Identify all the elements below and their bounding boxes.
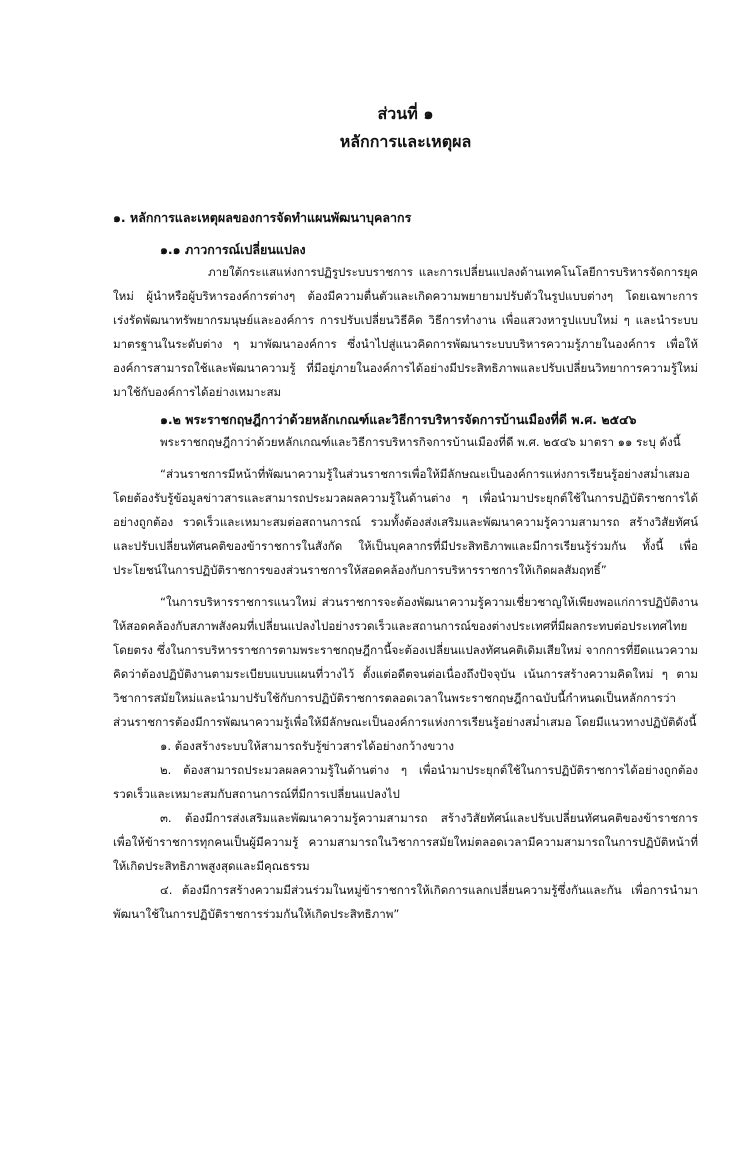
paragraph-decree-intro: พระราชกฤษฎีกาว่าด้วยหลักเกณฑ์และวิธีการบริหารกิจการบ้านเมืองที่ดี พ.ศ. ๒๕๔๖ มาตรา ๑๑ ระบุ ดังนี้: [160, 435, 681, 449]
subsection-heading-1-2: ๑.๒ พระราชกฤษฎีกาว่าด้วยหลักเกณฑ์และวิธีการบริหารจัดการบ้านเมืองที่ดี พ.ศ. ๒๕๔๖: [160, 412, 637, 427]
quote-paragraph-2: “ในการบริหารราชการแนวใหม่ ส่วนราชการจะต้องพัฒนาความรู้ความเชี่ยวชาญให้เพียงพอแก่การปฏิบัติงาน ให้สอดคล้องกับสภาพสังคมที่เปลี่ยนแปลงไปอย่างรวดเร็วและสถานการณ์ของต่างประเทศที่มีผลกระทบต่อประเทศไทยโดยตรง ซึ่งในการบริหารราชการตามพระราชกฤษฎีกานี้จะต้องเปลี่ยนแปลงทัศนคติเดิมเสียใหม่ จากการที่ยึดแนวความคิดว่าต้องปฏิบัติงานตามระเบียบแบบแผนที่วางไว้ ตั้งแต่อดีตจนต่อเนื่องถึงปัจจุบัน เน้นการสร้างความคิดใหม่ ๆ ตามวิชาการสมัยใหม่และนำมาปรับใช้กับการปฏิบัติราชการตลอดเวลาในพระราชกฤษฎีกาฉบับนี้กำหนดเป็นหลักการว่า ส่วนราชการต้องมีการพัฒนาความรู้เพื่อให้มีลักษณะเป็นองค์การแห่งการเรียนรู้อย่างสม่ำเสมอ โดยมีแนวทางปฏิบัติดังนี้: [113, 595, 698, 729]
page-title: หลักการและเหตุผล: [339, 132, 472, 151]
section-heading: ๑. หลักการและเหตุผลของการจัดทำแผนพัฒนาบุคลากร: [113, 210, 412, 225]
quote-paragraph-1: “ส่วนราชการมีหน้าที่พัฒนาความรู้ในส่วนราชการเพื่อให้มีลักษณะเป็นองค์การแห่งการเรียนรู้อย่างสม่ำเสมอ โดยต้องรับรู้ข้อมูลข่าวสารและสามารถประมวลผลความรู้ในด้านต่าง ๆ เพื่อนำมาประยุกต์ใช้ในการปฏิบัติราชการได้อย่างถูกต้อง รวดเร็วและเหมาะสมต่อสถานการณ์ รวมทั้งต้องส่งเสริมและพัฒนาความรู้ความสามารถ สร้างวิสัยทัศน์และปรับเปลี่ยนทัศนคติของข้าราชการในสังกัด ให้เป็นบุคลากรที่มีประสิทธิภาพและมีการเรียนรู้ร่วมกัน ทั้งนี้ เพื่อประโยชน์ในการปฏิบัติราชการของส่วนราชการให้สอดคล้องกับการบริหารราชการให้เกิดผลสัมฤทธิ์”: [113, 467, 698, 577]
list-item: ๓. ต้องมีการส่งเสริมและพัฒนาความรู้ความสามารถ สร้างวิสัยทัศน์และปรับเปลี่ยนทัศนคติของข้าราชการ เพื่อให้ข้าราชการทุกคนเป็นผู้มีความรู้ ความสามารถในวิชาการสมัยใหม่ตลอดเวลามีความสามารถในการปฏิบัติหน้าที่ให้เกิดประสิทธิภาพสูงสุดและมีคุณธรรม: [113, 811, 698, 873]
part-number: ส่วนที่ ๑: [377, 104, 434, 123]
list-item: ๑. ต้องสร้างระบบให้สามารถรับรู้ข่าวสารได้อย่างกว้างขวาง: [160, 739, 454, 753]
list-item: ๒. ต้องสามารถประมวลผลความรู้ในด้านต่าง ๆ เพื่อนำมาประยุกต์ใช้ในการปฏิบัติราชการได้อย่างถูกต้อง รวดเร็วและเหมาะสมกับสถานการณ์ที่มีการเปลี่ยนแปลงไป: [113, 763, 698, 801]
document-page: [0, 100, 750, 1160]
subsection-heading-1-1: ๑.๑ ภาวการณ์เปลี่ยนแปลง: [160, 242, 306, 257]
title-block: [113, 100, 698, 156]
list-item: ๔. ต้องมีการสร้างความมีส่วนร่วมในหมู่ข้าราชการให้เกิดการแลกเปลี่ยนความรู้ซึ่งกันและกัน เพื่อการนำมาพัฒนาใช้ในการปฏิบัติราชการร่วมกันให้เกิดประสิทธิภาพ”: [113, 883, 698, 921]
paragraph-change: ภายใต้กระแสแห่งการปฏิรูประบบราชการ และการเปลี่ยนแปลงด้านเทคโนโลยีการบริหารจัดการยุคใหม่ ผู้นำหรือผู้บริหารองค์การต่างๆ ต้องมีความตื่นตัวและเกิดความพยายามปรับตัวในรูปแบบต่างๆ โดยเฉพาะการเร่งรัดพัฒนาทรัพยากรมนุษย์และองค์การ การปรับเปลี่ยนวิธีคิด วิธีการทำงาน เพื่อแสวงหารูปแบบใหม่ ๆ และนำระบบมาตรฐานในระดับต่าง ๆ มาพัฒนาองค์การ ซึ่งนำไปสู่แนวคิดการพัฒนาระบบบริหารความรู้ภายในองค์การ เพื่อให้องค์การสามารถใช้และพัฒนาความรู้ ที่มีอยู่ภายในองค์การได้อย่างมีประสิทธิภาพและปรับเปลี่ยนวิทยาการความรู้ใหม่มาใช้กับองค์การได้อย่างเหมาะสม: [113, 265, 698, 399]
